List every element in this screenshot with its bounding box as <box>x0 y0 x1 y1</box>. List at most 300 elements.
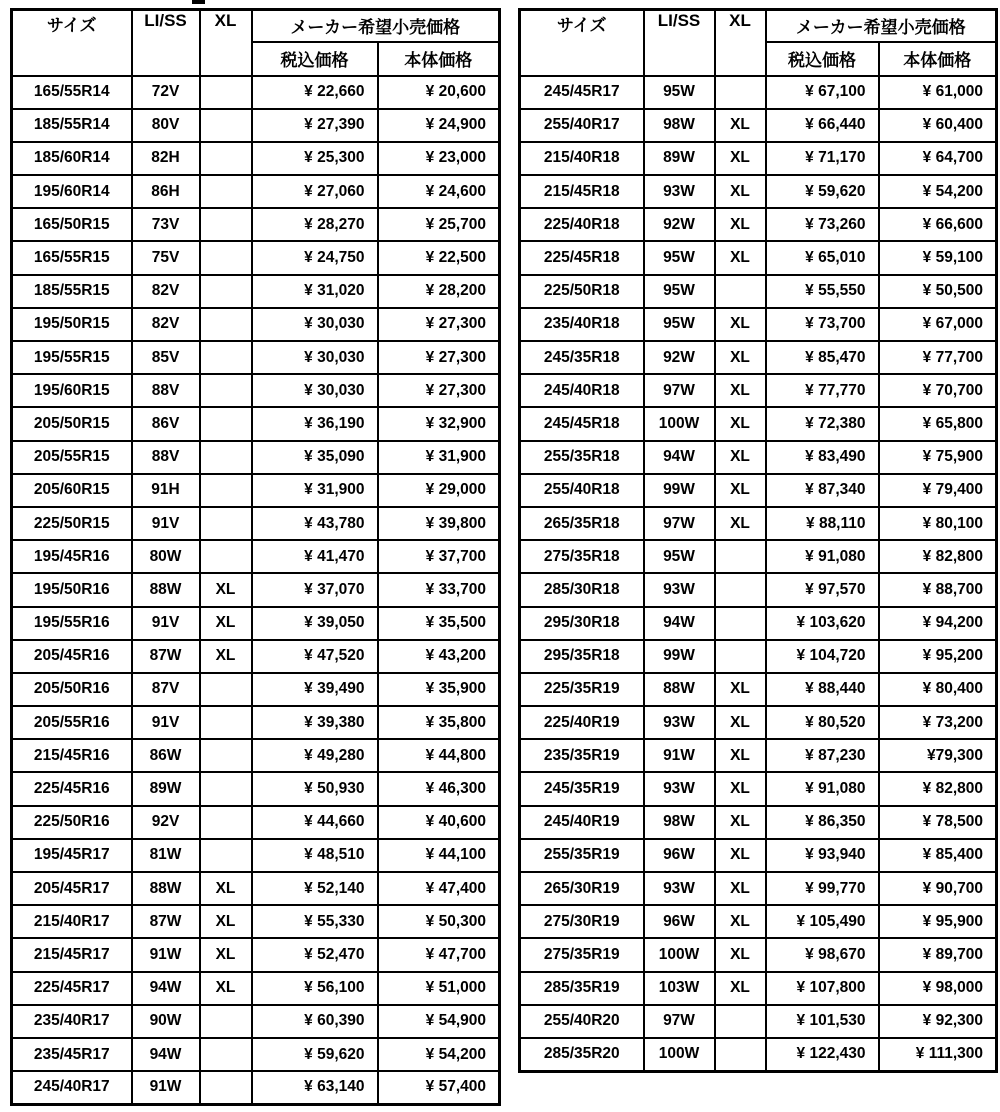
tax-price-cell: ¥ 98,670 <box>766 938 879 971</box>
tax-price-cell: ¥ 97,570 <box>766 573 879 606</box>
size-cell: 225/50R18 <box>520 275 644 308</box>
base-price-cell: ¥ 77,700 <box>879 341 997 374</box>
base-price-cell: ¥ 92,300 <box>879 1005 997 1038</box>
table-row <box>12 109 500 142</box>
xl-cell: XL <box>715 175 766 208</box>
size-cell: 215/40R17 <box>12 905 132 938</box>
tax-price-cell: ¥ 48,510 <box>252 839 378 872</box>
size-cell: 205/55R15 <box>12 441 132 474</box>
tax-price-cell: ¥ 28,270 <box>252 208 378 241</box>
xl-cell <box>715 76 766 109</box>
size-cell: 255/35R19 <box>520 839 644 872</box>
base-price-cell: ¥ 22,500 <box>378 241 500 274</box>
col-header-msrp: メーカー希望小売価格 <box>252 10 500 42</box>
table-header <box>520 10 997 76</box>
size-cell: 215/45R17 <box>12 938 132 971</box>
size-cell: 265/30R19 <box>520 872 644 905</box>
size-cell: 285/35R19 <box>520 972 644 1005</box>
xl-cell: XL <box>200 972 252 1005</box>
tax-price-cell: ¥ 73,260 <box>766 208 879 241</box>
tax-price-cell: ¥ 36,190 <box>252 407 378 440</box>
tax-price-cell: ¥ 67,100 <box>766 76 879 109</box>
base-price-cell: ¥ 90,700 <box>879 872 997 905</box>
tax-price-cell: ¥ 99,770 <box>766 872 879 905</box>
xl-cell: XL <box>715 341 766 374</box>
tax-price-cell: ¥ 24,750 <box>252 241 378 274</box>
base-price-cell: ¥ 65,800 <box>879 407 997 440</box>
size-cell: 245/45R18 <box>520 407 644 440</box>
li-ss-cell: 82V <box>132 308 200 341</box>
size-cell: 205/50R15 <box>12 407 132 440</box>
tax-price-cell: ¥ 52,140 <box>252 872 378 905</box>
tax-price-cell: ¥ 60,390 <box>252 1005 378 1038</box>
xl-cell <box>200 772 252 805</box>
li-ss-cell: 94W <box>132 972 200 1005</box>
table-row <box>12 175 500 208</box>
xl-cell: XL <box>715 142 766 175</box>
size-cell: 165/55R15 <box>12 241 132 274</box>
li-ss-cell: 93W <box>644 872 715 905</box>
tax-price-cell: ¥ 50,930 <box>252 772 378 805</box>
size-cell: 205/60R15 <box>12 474 132 507</box>
li-ss-cell: 88W <box>132 573 200 606</box>
base-price-cell: ¥ 27,300 <box>378 308 500 341</box>
li-ss-cell: 93W <box>644 772 715 805</box>
table-row <box>12 640 500 673</box>
base-price-cell: ¥ 28,200 <box>378 275 500 308</box>
li-ss-cell: 91V <box>132 706 200 739</box>
xl-cell: XL <box>715 208 766 241</box>
table-row <box>12 839 500 872</box>
li-ss-cell: 89W <box>132 772 200 805</box>
table-row <box>520 938 997 971</box>
size-cell: 275/30R19 <box>520 905 644 938</box>
size-cell: 185/60R14 <box>12 142 132 175</box>
size-cell: 215/45R18 <box>520 175 644 208</box>
table-header <box>12 10 500 76</box>
size-cell: 195/55R16 <box>12 607 132 640</box>
base-price-cell: ¥ 54,900 <box>378 1005 500 1038</box>
table-row <box>12 573 500 606</box>
table-row <box>520 905 997 938</box>
tax-price-cell: ¥ 27,060 <box>252 175 378 208</box>
size-cell: 185/55R14 <box>12 109 132 142</box>
base-price-cell: ¥ 95,200 <box>879 640 997 673</box>
tax-price-cell: ¥ 88,110 <box>766 507 879 540</box>
size-cell: 295/30R18 <box>520 607 644 640</box>
li-ss-cell: 87V <box>132 673 200 706</box>
tax-price-cell: ¥ 55,330 <box>252 905 378 938</box>
xl-cell: XL <box>715 872 766 905</box>
table-row <box>12 308 500 341</box>
xl-cell <box>200 76 252 109</box>
li-ss-cell: 100W <box>644 938 715 971</box>
tax-price-cell: ¥ 25,300 <box>252 142 378 175</box>
base-price-cell: ¥ 82,800 <box>879 772 997 805</box>
base-price-cell: ¥ 50,500 <box>879 275 997 308</box>
col-header-xl: XL <box>715 10 766 76</box>
base-price-cell: ¥ 24,600 <box>378 175 500 208</box>
xl-cell: XL <box>715 673 766 706</box>
tax-price-cell: ¥ 39,050 <box>252 607 378 640</box>
tax-price-cell: ¥ 65,010 <box>766 241 879 274</box>
li-ss-cell: 95W <box>644 76 715 109</box>
li-ss-cell: 99W <box>644 474 715 507</box>
tax-price-cell: ¥ 87,340 <box>766 474 879 507</box>
xl-cell: XL <box>715 507 766 540</box>
xl-cell: XL <box>715 474 766 507</box>
xl-cell <box>200 109 252 142</box>
li-ss-cell: 92W <box>644 341 715 374</box>
base-price-cell: ¥ 51,000 <box>378 972 500 1005</box>
xl-cell <box>200 308 252 341</box>
xl-cell: XL <box>200 905 252 938</box>
table-row <box>520 208 997 241</box>
table-row <box>520 673 997 706</box>
table-row <box>520 507 997 540</box>
table-row <box>520 241 997 274</box>
base-price-cell: ¥ 67,000 <box>879 308 997 341</box>
tax-price-cell: ¥ 86,350 <box>766 806 879 839</box>
col-header-size: サイズ <box>520 10 644 76</box>
size-cell: 245/40R19 <box>520 806 644 839</box>
base-price-cell: ¥ 111,300 <box>879 1038 997 1071</box>
base-price-cell: ¥ 98,000 <box>879 972 997 1005</box>
li-ss-cell: 91V <box>132 507 200 540</box>
base-price-cell: ¥ 80,100 <box>879 507 997 540</box>
table-row <box>520 275 997 308</box>
base-price-cell: ¥ 31,900 <box>378 441 500 474</box>
base-price-cell: ¥ 47,700 <box>378 938 500 971</box>
table-row <box>12 441 500 474</box>
table-row <box>12 972 500 1005</box>
table-row <box>12 341 500 374</box>
base-price-cell: ¥ 66,600 <box>879 208 997 241</box>
col-header-tax-included: 税込価格 <box>766 42 879 76</box>
base-price-cell: ¥ 39,800 <box>378 507 500 540</box>
col-header-size: サイズ <box>12 10 132 76</box>
xl-cell <box>200 142 252 175</box>
xl-cell <box>200 839 252 872</box>
base-price-cell: ¥ 78,500 <box>879 806 997 839</box>
base-price-cell: ¥ 59,100 <box>879 241 997 274</box>
li-ss-cell: 92V <box>132 806 200 839</box>
base-price-cell: ¥ 44,100 <box>378 839 500 872</box>
li-ss-cell: 95W <box>644 241 715 274</box>
xl-cell <box>200 673 252 706</box>
li-ss-cell: 88V <box>132 441 200 474</box>
xl-cell: XL <box>715 739 766 772</box>
li-ss-cell: 97W <box>644 507 715 540</box>
col-header-base-price: 本体価格 <box>879 42 997 76</box>
table-row <box>520 640 997 673</box>
size-cell: 225/40R19 <box>520 706 644 739</box>
table-row <box>520 739 997 772</box>
col-header-base-price: 本体価格 <box>378 42 500 76</box>
li-ss-cell: 80V <box>132 109 200 142</box>
li-ss-cell: 103W <box>644 972 715 1005</box>
xl-cell <box>200 1005 252 1038</box>
col-header-li-ss: LI/SS <box>132 10 200 76</box>
li-ss-cell: 80W <box>132 540 200 573</box>
li-ss-cell: 93W <box>644 175 715 208</box>
tax-price-cell: ¥ 27,390 <box>252 109 378 142</box>
base-price-cell: ¥ 64,700 <box>879 142 997 175</box>
size-cell: 195/55R15 <box>12 341 132 374</box>
table-row <box>12 1005 500 1038</box>
xl-cell: XL <box>200 938 252 971</box>
table-row <box>520 772 997 805</box>
li-ss-cell: 91W <box>644 739 715 772</box>
xl-cell <box>200 507 252 540</box>
size-cell: 195/50R16 <box>12 573 132 606</box>
base-price-cell: ¥ 89,700 <box>879 938 997 971</box>
tax-price-cell: ¥ 43,780 <box>252 507 378 540</box>
table-row <box>12 142 500 175</box>
size-cell: 225/50R15 <box>12 507 132 540</box>
li-ss-cell: 93W <box>644 573 715 606</box>
xl-cell <box>200 275 252 308</box>
table-row <box>12 673 500 706</box>
xl-cell: XL <box>715 308 766 341</box>
base-price-cell: ¥ 32,900 <box>378 407 500 440</box>
xl-cell <box>200 175 252 208</box>
li-ss-cell: 91V <box>132 607 200 640</box>
base-price-cell: ¥ 43,200 <box>378 640 500 673</box>
base-price-cell: ¥ 29,000 <box>378 474 500 507</box>
base-price-cell: ¥ 54,200 <box>879 175 997 208</box>
tax-price-cell: ¥ 71,170 <box>766 142 879 175</box>
xl-cell: XL <box>715 905 766 938</box>
table-row <box>12 540 500 573</box>
xl-cell <box>200 540 252 573</box>
li-ss-cell: 99W <box>644 640 715 673</box>
table-row <box>520 540 997 573</box>
xl-cell <box>200 208 252 241</box>
tax-price-cell: ¥ 31,020 <box>252 275 378 308</box>
col-header-li-ss: LI/SS <box>644 10 715 76</box>
size-cell: 215/45R16 <box>12 739 132 772</box>
table-row <box>520 573 997 606</box>
base-price-cell: ¥ 79,400 <box>879 474 997 507</box>
price-table-left <box>10 8 501 1106</box>
size-cell: 185/55R15 <box>12 275 132 308</box>
size-cell: 205/55R16 <box>12 706 132 739</box>
table-row <box>520 109 997 142</box>
size-cell: 165/50R15 <box>12 208 132 241</box>
base-price-cell: ¥ 57,400 <box>378 1071 500 1104</box>
table-row <box>520 1038 997 1071</box>
xl-cell: XL <box>715 109 766 142</box>
xl-cell <box>200 341 252 374</box>
li-ss-cell: 87W <box>132 640 200 673</box>
li-ss-cell: 88W <box>132 872 200 905</box>
xl-cell: XL <box>715 772 766 805</box>
li-ss-cell: 94W <box>644 607 715 640</box>
tax-price-cell: ¥ 31,900 <box>252 474 378 507</box>
base-price-cell: ¥ 80,400 <box>879 673 997 706</box>
table-row <box>520 839 997 872</box>
xl-cell <box>715 1005 766 1038</box>
size-cell: 235/45R17 <box>12 1038 132 1071</box>
size-cell: 285/35R20 <box>520 1038 644 1071</box>
tax-price-cell: ¥ 77,770 <box>766 374 879 407</box>
cropped-text-fragment <box>192 0 205 4</box>
xl-cell: XL <box>200 640 252 673</box>
xl-cell <box>200 407 252 440</box>
size-cell: 255/40R18 <box>520 474 644 507</box>
base-price-cell: ¥ 70,700 <box>879 374 997 407</box>
table-row <box>520 806 997 839</box>
tax-price-cell: ¥ 63,140 <box>252 1071 378 1104</box>
size-cell: 245/35R19 <box>520 772 644 805</box>
xl-cell <box>715 607 766 640</box>
li-ss-cell: 81W <box>132 839 200 872</box>
xl-cell <box>200 1071 252 1104</box>
li-ss-cell: 88W <box>644 673 715 706</box>
base-price-cell: ¥ 27,300 <box>378 374 500 407</box>
size-cell: 165/55R14 <box>12 76 132 109</box>
table-row <box>520 474 997 507</box>
size-cell: 195/50R15 <box>12 308 132 341</box>
table-row <box>12 706 500 739</box>
li-ss-cell: 86W <box>132 739 200 772</box>
size-cell: 195/60R14 <box>12 175 132 208</box>
size-cell: 195/45R17 <box>12 839 132 872</box>
tax-price-cell: ¥ 30,030 <box>252 374 378 407</box>
table-row <box>520 972 997 1005</box>
li-ss-cell: 89W <box>644 142 715 175</box>
xl-cell <box>715 573 766 606</box>
xl-cell <box>200 739 252 772</box>
table-row <box>520 1005 997 1038</box>
li-ss-cell: 72V <box>132 76 200 109</box>
tax-price-cell: ¥ 59,620 <box>766 175 879 208</box>
table-row <box>520 142 997 175</box>
xl-cell <box>715 1038 766 1071</box>
xl-cell <box>200 374 252 407</box>
xl-cell <box>715 640 766 673</box>
li-ss-cell: 97W <box>644 1005 715 1038</box>
base-price-cell: ¥ 60,400 <box>879 109 997 142</box>
xl-cell: XL <box>200 573 252 606</box>
col-header-tax-included: 税込価格 <box>252 42 378 76</box>
li-ss-cell: 85V <box>132 341 200 374</box>
table-row <box>520 706 997 739</box>
base-price-cell: ¥ 46,300 <box>378 772 500 805</box>
size-cell: 235/40R18 <box>520 308 644 341</box>
base-price-cell: ¥ 24,900 <box>378 109 500 142</box>
li-ss-cell: 92W <box>644 208 715 241</box>
base-price-cell: ¥ 23,000 <box>378 142 500 175</box>
table-row <box>520 607 997 640</box>
base-price-cell: ¥ 35,500 <box>378 607 500 640</box>
tax-price-cell: ¥ 59,620 <box>252 1038 378 1071</box>
tax-price-cell: ¥ 107,800 <box>766 972 879 1005</box>
base-price-cell: ¥ 27,300 <box>378 341 500 374</box>
table-body-left <box>12 76 500 1105</box>
li-ss-cell: 98W <box>644 806 715 839</box>
li-ss-cell: 86V <box>132 407 200 440</box>
li-ss-cell: 95W <box>644 540 715 573</box>
base-price-cell: ¥ 61,000 <box>879 76 997 109</box>
tax-price-cell: ¥ 35,090 <box>252 441 378 474</box>
xl-cell: XL <box>715 374 766 407</box>
li-ss-cell: 93W <box>644 706 715 739</box>
size-cell: 205/45R16 <box>12 640 132 673</box>
size-cell: 225/45R18 <box>520 241 644 274</box>
xl-cell <box>200 1038 252 1071</box>
xl-cell <box>200 474 252 507</box>
tax-price-cell: ¥ 91,080 <box>766 772 879 805</box>
li-ss-cell: 73V <box>132 208 200 241</box>
tax-price-cell: ¥ 85,470 <box>766 341 879 374</box>
size-cell: 225/45R17 <box>12 972 132 1005</box>
size-cell: 225/40R18 <box>520 208 644 241</box>
base-price-cell: ¥ 20,600 <box>378 76 500 109</box>
size-cell: 245/40R18 <box>520 374 644 407</box>
size-cell: 255/40R20 <box>520 1005 644 1038</box>
size-cell: 235/35R19 <box>520 739 644 772</box>
size-cell: 245/35R18 <box>520 341 644 374</box>
xl-cell: XL <box>200 872 252 905</box>
col-header-xl: XL <box>200 10 252 76</box>
tax-price-cell: ¥ 39,490 <box>252 673 378 706</box>
li-ss-cell: 98W <box>644 109 715 142</box>
tax-price-cell: ¥ 103,620 <box>766 607 879 640</box>
table-row <box>12 76 500 109</box>
price-table-right <box>518 8 998 1073</box>
xl-cell: XL <box>715 806 766 839</box>
table-row <box>12 607 500 640</box>
size-cell: 195/45R16 <box>12 540 132 573</box>
tax-price-cell: ¥ 122,430 <box>766 1038 879 1071</box>
li-ss-cell: 95W <box>644 275 715 308</box>
tax-price-cell: ¥ 104,720 <box>766 640 879 673</box>
size-cell: 275/35R18 <box>520 540 644 573</box>
size-cell: 195/60R15 <box>12 374 132 407</box>
li-ss-cell: 91W <box>132 1071 200 1104</box>
tax-price-cell: ¥ 105,490 <box>766 905 879 938</box>
table-row <box>12 507 500 540</box>
base-price-cell: ¥ 50,300 <box>378 905 500 938</box>
xl-cell <box>200 806 252 839</box>
size-cell: 275/35R19 <box>520 938 644 971</box>
table-row <box>12 772 500 805</box>
size-cell: 205/50R16 <box>12 673 132 706</box>
tax-price-cell: ¥ 93,940 <box>766 839 879 872</box>
base-price-cell: ¥ 33,700 <box>378 573 500 606</box>
li-ss-cell: 97W <box>644 374 715 407</box>
size-cell: 205/45R17 <box>12 872 132 905</box>
tax-price-cell: ¥ 41,470 <box>252 540 378 573</box>
base-price-cell: ¥ 85,400 <box>879 839 997 872</box>
base-price-cell: ¥ 82,800 <box>879 540 997 573</box>
xl-cell: XL <box>715 241 766 274</box>
table-row <box>12 1071 500 1104</box>
tax-price-cell: ¥ 101,530 <box>766 1005 879 1038</box>
size-cell: 225/50R16 <box>12 806 132 839</box>
tax-price-cell: ¥ 49,280 <box>252 739 378 772</box>
xl-cell: XL <box>715 441 766 474</box>
li-ss-cell: 96W <box>644 905 715 938</box>
xl-cell: XL <box>715 706 766 739</box>
table-row <box>520 407 997 440</box>
xl-cell: XL <box>200 607 252 640</box>
tax-price-cell: ¥ 72,380 <box>766 407 879 440</box>
tax-price-cell: ¥ 56,100 <box>252 972 378 1005</box>
table-row <box>12 938 500 971</box>
